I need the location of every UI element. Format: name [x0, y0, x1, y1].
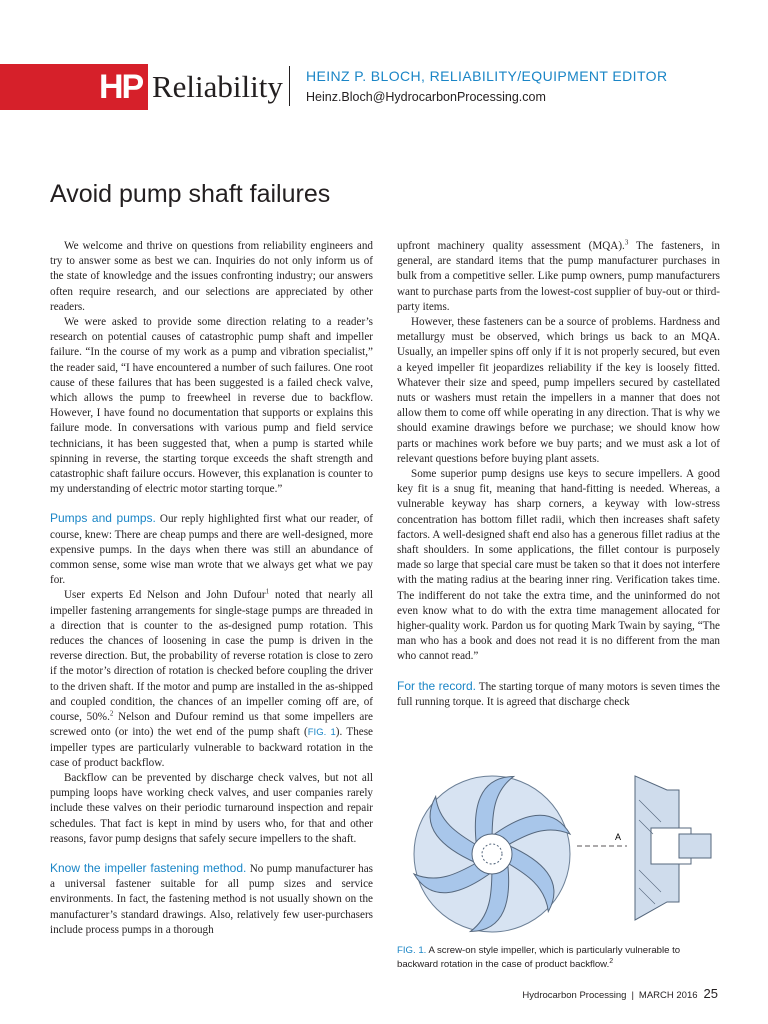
article-title: Avoid pump shaft failures — [50, 180, 331, 208]
paragraph: We welcome and thrive on questions from reliability engineers and try to answer some as best we can. Inquiries do not only inform us of the state of knowledge and the issues confronting industry; our answers often require research, and our selections are appreciated by other readers. — [50, 240, 373, 313]
publication-name: Hydrocarbon Processing — [522, 990, 627, 1001]
section-marker: A — [615, 832, 622, 842]
paragraph: Backflow can be prevented by discharge check valves, but not all pumping loops have working check valves, and user companies rarely include these valves on their periodic turnaround inspection and repair schedules. That fact is kept in mind by users who, for that and other reasons, favor pump designs that safely secure impellers to the shaft. — [50, 771, 373, 845]
article-column-left — [50, 239, 373, 938]
impeller-drawing — [414, 770, 570, 938]
paragraph: Pumps and pumps. Our reply highlighted first what our reader, of course, knew: There are cheap pumps and there are well-designed, more expensive pumps. In the days when there was still an abundance of common sense, some wise man wrote that we always get what we pay for. — [50, 511, 373, 587]
paragraph: For the record. The starting torque of many motors is seven times the full running torque. It is agreed that discharge check — [397, 678, 720, 708]
page-footer: Hydrocarbon Processing | MARCH 2016 25 — [522, 986, 718, 1001]
paragraph: However, these fasteners can be a source of problems. Hardness and metallurgy must be observed, which brings us back to an MQA. Usually, an impeller spins off only if it is not properly secured, but even a keyed impeller fit jeopardizes reliability if the key is loosely fitted. Whatever their size and speed, pump impellers secured by castellated nuts or washers must retain the impellers in a manner that does not allow them to come off while operating in any direction. That is why we should examine drawings before we purchase; we should know how parts or machines work before we buy parts; and we must ask a lot of relevant questions before buying plant assets. — [397, 316, 720, 465]
figure-caption: FIG. 1. A screw-on style impeller, which is particularly vulnerable to backward rotation in the case of product backflow.$^2$ — [397, 945, 681, 970]
subhead-pumps: Pumps and pumps. — [50, 511, 156, 526]
figure-reference-link[interactable]: FIG. 1 — [307, 727, 336, 739]
issue-date: MARCH 2016 — [638, 990, 698, 1001]
shaft-section — [635, 776, 711, 920]
paragraph: We were asked to provide some direction relating to a reader’s research on potential causes of catastrophic pump shaft and impeller failure. “In the course of my work as a pump and vibration specialist,” the reader said, “I have encountered a number of such failures. One root cause of these failures that has been suggested is a failed check valve, which allows the pump to freewheel in reverse due to backflow. However, I have found no documentation that supports or explains this failure mode. In conversations with various pump and field service technicians, it has been suggested that, when a pump is started while spinning in reverse, the starting torque exceeds the shaft strength and catastrophic shaft failure occurs. However, this explanation is counter to my understanding of electric motor starting torque.” — [50, 316, 373, 496]
section-name: Reliability — [152, 69, 283, 104]
footnote-ref: 2 — [109, 709, 114, 718]
article-column-right — [397, 239, 720, 710]
subhead-fastening: Know the impeller fastening method. — [50, 860, 247, 875]
footnote-ref: 3 — [624, 238, 629, 247]
editor-byline: HEINZ P. BLOCH, RELIABILITY/EQUIPMENT EDITOR — [306, 68, 668, 84]
page-number: 25 — [703, 986, 718, 1001]
impeller-figure — [397, 770, 720, 938]
paragraph: upfront machinery quality assessment (MQA).$^3$ The fasteners, in general, are standard items that the pump manufacturer purchases in bulk from a competitive seller. Like pump owners, pump manufacturers want to purchase parts from the lowest-cost supplier of buy-out or third-party items. — [397, 238, 721, 313]
footnote-ref: 1 — [265, 587, 270, 596]
paragraph: Some superior pump designs use keys to secure impellers. A good key fit is a snug fit, meaning that hand-fitting is needed. Whereas, a vulnerable keyway has sharp corners, a keyway with low-stress concentration has bottom fillet radii, which then increases shaft safety factors. A well-designed shaft end also has a generous fillet radius at the shaft shoulders. In some applications, the fillet contour is purposely made so large that special care must be taken so that it does not interfere with the mating radius at the bearing inner ring. Verification takes time. The indifferent do not take the extra time, and the uninformed do not even know what to do with the extra time management allocated for higher-quality work. Pardon us for quoting Mark Twain by saying, “The man who has a book and does not read it is no different from the man who cannot read.” — [397, 468, 720, 663]
paragraph: Know the impeller fastening method. No pump manufacturer has a universal fastener suitable for all pump sizes and service environments. In fact, the fastening method is not usually shown on the manufacturer’s standard drawings. Also, relatively few user-purchasers include process pumps in a thorough — [50, 860, 373, 936]
paragraph: User experts Ed Nelson and John Dufour$^1$ noted that nearly all impeller fastening arrangements for single-stage pumps are threaded in a direction that is counter to the as-designed pump rotation. This reduces the chances of loosening in case the pump is driven in the reverse direction. But, the probability of reverse rotation is close to zero if the motor’s direction of rotation is checked before coupling the driver to the driven shaft. If the motor and pump are installed in the as-shipped and coupled condition, the chances of an impeller coming off are, of course, 50%.$^2$ Nelson and Dufour remind us that some impellers are screwed onto (or into) the wet end of the pump shaft (FIG. 1). These impeller types are particularly vulnerable to backward rotation in the case of product backflow. — [50, 587, 373, 769]
hp-logo: HP — [99, 68, 143, 106]
header-divider — [289, 66, 290, 106]
editor-email-link[interactable]: Heinz.Bloch@HydrocarbonProcessing.com — [306, 90, 546, 104]
figure-label: FIG. 1. — [397, 945, 427, 956]
subhead-record: For the record. — [397, 678, 477, 693]
